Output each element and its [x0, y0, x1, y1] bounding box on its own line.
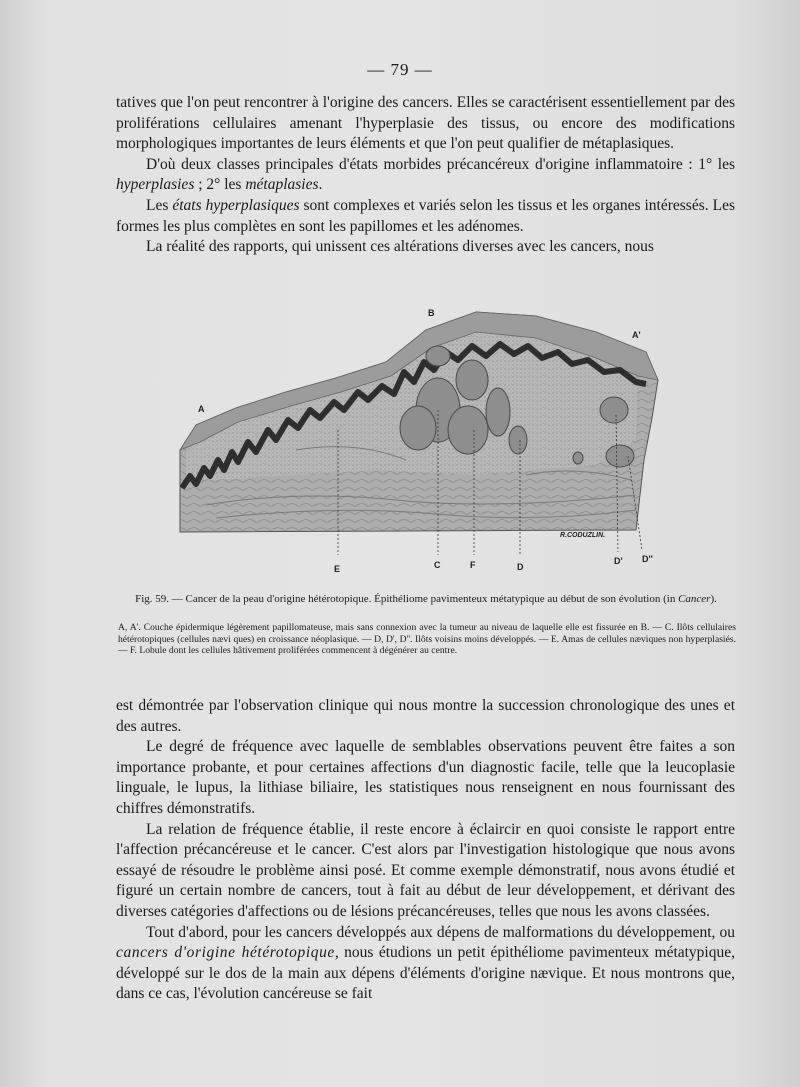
caption-source-title: Cancer — [678, 593, 711, 605]
paragraph-8-term: cancers d'origine hétérotopique — [116, 944, 335, 962]
figure-label-f: F — [470, 560, 476, 570]
figure-label-d-double-prime: D'' — [642, 554, 653, 564]
paragraph-6 — [116, 737, 735, 819]
paragraph-1 — [116, 93, 735, 155]
caption-title-text: Fig. 59. — Cancer de la peau d'origine hétérotopique. Épithéliome pavimenteux métatypique au début de son évolution (in — [135, 593, 679, 605]
paragraph-3 — [116, 196, 735, 237]
figure-label-a-prime: A' — [632, 330, 641, 340]
page-number: — 79 — — [367, 60, 433, 79]
paragraph-8 — [116, 923, 735, 1005]
paragraph-6-text: Le degré de fréquence avec laquelle de semblables observations peuvent être faites a son importance probante, et pour certaines affections d'un diagnostic facile, telle que la leucoplasie linguale, le lupus, la lithiase biliaire, les statistiques nous renseignent en nous fournissant des chiffres démonstratifs. — [116, 738, 735, 817]
figure-59 — [176, 300, 666, 580]
paragraph-3-term: états hyperplasiques — [172, 196, 300, 214]
paragraph-2-term-metaplasies: métaplasies — [245, 176, 319, 194]
paragraph-4 — [116, 237, 735, 258]
paragraph-4-text: La réalité des rapports, qui unissent ces altérations diverses avec les cancers, nous — [146, 238, 654, 256]
paragraph-2-term-hyperplasies: hyperplasies — [116, 176, 195, 194]
figure-label-d-prime: D' — [614, 556, 623, 566]
figure-label-b: B — [428, 308, 435, 318]
paragraph-7 — [116, 820, 735, 923]
paragraph-2-text-a: D'où deux classes principales d'états morbides précancéreux d'origine inflammatoire : 1° les — [146, 155, 735, 173]
paragraph-1-text: tatives que l'on peut rencontrer à l'origine des cancers. Elles se caractérisent essentiellement par des proliférations cellulaires amenant l'hyperplasie des tissus, ou encore des modifications morphologiques importantes de leurs éléments et que l'on peut qualifier de métaplasiques. — [116, 94, 735, 153]
paragraph-2-text-c: ; 2° les — [194, 176, 246, 194]
figure-label-d: D — [517, 562, 524, 572]
paragraph-5 — [116, 696, 735, 737]
paragraph-2 — [116, 155, 735, 196]
figure-label-c: C — [434, 560, 441, 570]
figure-caption-title — [120, 592, 732, 606]
caption-title-end: ). — [710, 593, 717, 605]
top-text-block — [116, 93, 735, 258]
paragraph-8-text-c: , nous étudions un petit épithéliome pavimenteux métatypique, développé sur le dos de la main aux dépens d'éléments d'origine nævique. Et nous montrons que, dans ce cas, l'évolution cancéreuse se fait — [116, 944, 735, 1003]
paragraph-5-text: est démontrée par l'observation clinique qui nous montre la succession chronologique des unes et des autres. — [116, 697, 735, 735]
paragraph-3-text-a: Les — [146, 196, 173, 214]
engraver-signature: R.CODUZLIN. — [560, 532, 606, 539]
paragraph-7-text: La relation de fréquence établie, il reste encore à éclaircir en quoi consiste le rapport entre l'affection précancéreuse et le cancer. C'est alors par l'investigation histologique que nous avons essayé de résoudre le problème ainsi posé. Et comme exemple démonstratif, nous avons étudié et figuré un certain nombre de cancers, tout à fait au début de leur développement, et dérivant des diverses catégories d'affections ou de lésions précancéreuses, telles que nous les avons classées. — [116, 820, 735, 920]
figure-caption-body: A, A'. Couche épidermique légèrement papillomateuse, mais sans connexion avec la tumeur au niveau de laquelle elle est fissurée en B. — C. Ilôts cellulaires hétérotopiques (cellules nævi ques) en croissance néoplasique. — D, D', D''. Ilôts voisins moins développés. — E. Amas de cellules næviques non hyperplasiés. — F. Lobule dont les cellules hâtivement proliférées commencent à dégénérer au centre. — [118, 622, 736, 657]
bottom-text-block — [116, 696, 735, 1005]
paragraph-3-text-c: sont complexes et variés selon les tissus et les organes intéressés. Les formes les plus complètes en sont les papillomes et les adénomes. — [116, 196, 735, 235]
paragraph-2-text-e: . — [318, 176, 323, 194]
paragraph-8-text-a: Tout d'abord, pour les cancers développés aux dépens de malformations du développement, ou — [146, 923, 735, 941]
figure-label-a: A — [198, 404, 205, 414]
figure-label-e: E — [334, 564, 341, 574]
